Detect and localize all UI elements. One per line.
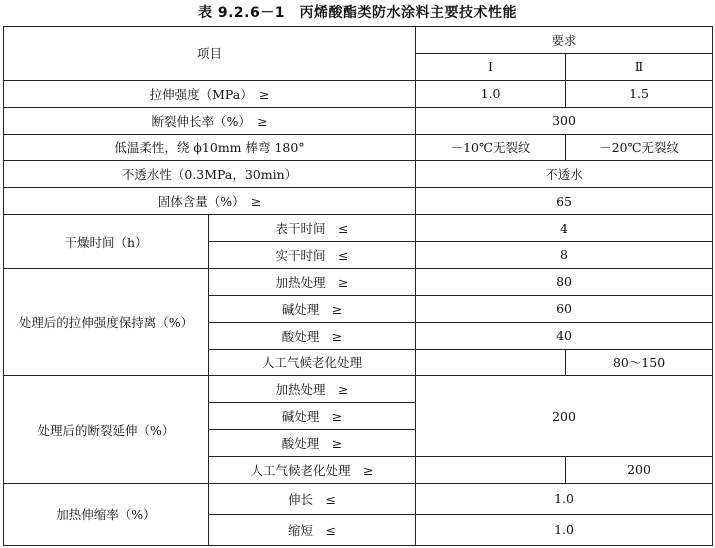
sub-label: 加热处理 ≥ xyxy=(209,376,416,403)
cell-value: 60 xyxy=(416,295,713,322)
row-label: 固体含量（%） ≥ xyxy=(4,188,416,215)
cell-value: 1.5 xyxy=(566,80,713,107)
row-label: 拉伸强度（MPa） ≥ xyxy=(4,80,416,107)
cell-value: 200 xyxy=(416,376,713,457)
cell-value xyxy=(416,457,566,484)
cell-value: 80 xyxy=(416,268,713,295)
group-label: 处理后的断裂延伸（%） xyxy=(4,376,209,484)
spec-table xyxy=(3,26,713,546)
cell-value: 1.0 xyxy=(416,514,713,545)
row-label: 不透水性（0.3MPa，30min） xyxy=(4,161,416,188)
sub-label: 伸长 ≤ xyxy=(209,483,416,514)
header-item: 项目 xyxy=(4,27,416,81)
sub-label: 人工气候老化处理 ≥ xyxy=(209,457,416,484)
header-grade-1: Ⅰ xyxy=(416,53,566,80)
sub-label: 酸处理 ≥ xyxy=(209,430,416,457)
cell-value: 200 xyxy=(566,457,713,484)
group-label: 加热伸缩率（%） xyxy=(4,483,209,545)
group-label: 干燥时间（h） xyxy=(4,215,209,269)
cell-value: 80～150 xyxy=(566,349,713,376)
cell-value: 4 xyxy=(416,215,713,242)
cell-value: 65 xyxy=(416,188,713,215)
row-label: 低温柔性，绕 ϕ10mm 棒弯 180° xyxy=(4,134,416,161)
group-label: 处理后的拉伸强度保持离（%） xyxy=(4,268,209,376)
cell-value: 1.0 xyxy=(416,80,566,107)
cell-value: 300 xyxy=(416,107,713,134)
sub-label: 加热处理 ≥ xyxy=(209,268,416,295)
header-requirement: 要求 xyxy=(416,27,713,54)
row-label: 断裂伸长率（%） ≥ xyxy=(4,107,416,134)
cell-value xyxy=(416,349,566,376)
table-title: 表 9.2.6－1 丙烯酸酯类防水涂料主要技术性能 xyxy=(198,5,517,21)
cell-value: 不透水 xyxy=(416,161,713,188)
cell-value: 8 xyxy=(416,242,713,269)
cell-value: 1.0 xyxy=(416,483,713,514)
sub-label: 表干时间 ≤ xyxy=(209,215,416,242)
cell-value: －10℃无裂纹 xyxy=(416,134,566,161)
sub-label: 实干时间 ≤ xyxy=(209,242,416,269)
cell-value: 40 xyxy=(416,322,713,349)
sub-label: 碱处理 ≥ xyxy=(209,295,416,322)
cell-value: －20℃无裂纹 xyxy=(566,134,713,161)
header-grade-2: Ⅱ xyxy=(566,53,713,80)
sub-label: 碱处理 ≥ xyxy=(209,403,416,430)
sub-label: 酸处理 ≥ xyxy=(209,322,416,349)
sub-label: 缩短 ≤ xyxy=(209,514,416,545)
sub-label: 人工气候老化处理 xyxy=(209,349,416,376)
